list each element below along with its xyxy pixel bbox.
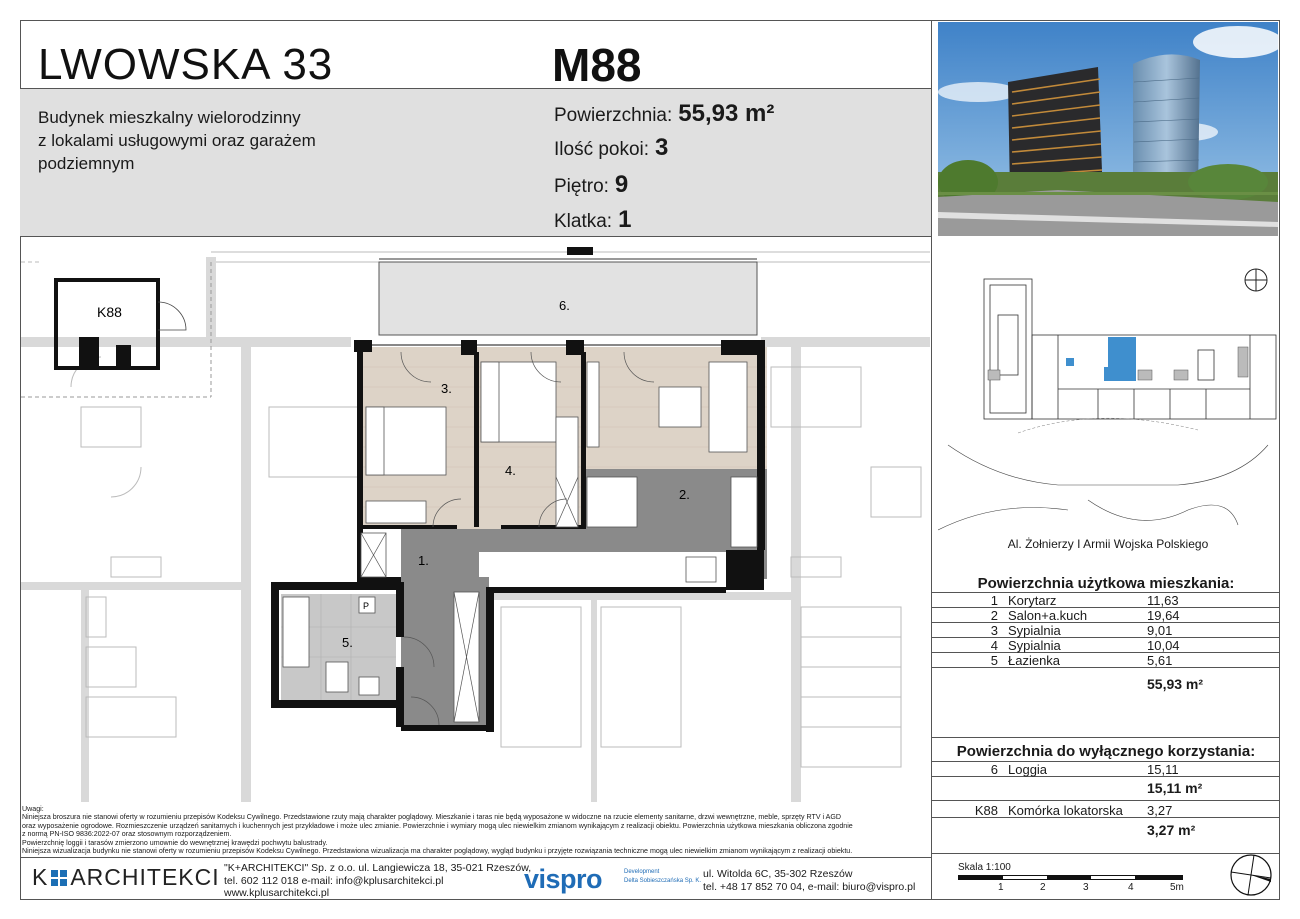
row-label: Sypialnia — [1008, 638, 1061, 653]
site-plan — [938, 255, 1278, 445]
description-line: Budynek mieszkalny wielorodzinny — [38, 108, 301, 127]
spec-label: Piętro: — [554, 176, 609, 197]
disclaimer-notes — [22, 805, 927, 855]
row-number: K88 — [974, 803, 998, 818]
floor-plan — [21, 237, 930, 802]
row-value: 3,27 — [1147, 803, 1173, 818]
room-label: 1. — [418, 553, 429, 568]
exclusive-area-title: Powierzchnia do wyłącznego korzystania: — [956, 743, 1256, 760]
spec-rooms — [554, 134, 668, 162]
table-row — [932, 803, 1280, 818]
storage-label: K88 — [97, 304, 122, 320]
spec-value: 9 — [614, 171, 629, 198]
row-value: 10,04 — [1147, 638, 1180, 653]
north-arrow-icon — [1245, 269, 1267, 291]
spec-area — [554, 100, 774, 128]
table-row — [932, 608, 1280, 623]
contact-line: www.kplusarchitekci.pl — [224, 887, 330, 899]
row-label: Łazienka — [1008, 653, 1061, 668]
spec-value: 55,93 m² — [678, 100, 775, 127]
scale-tick: 3 — [1083, 882, 1089, 893]
usable-total: 55,93 m² — [1147, 676, 1204, 692]
note-line: z normą PN-ISO 9836:2022-07 oraz stosownym rozporządzeniem. — [22, 830, 232, 839]
building-description — [38, 106, 398, 175]
room-label: 5. — [342, 635, 353, 650]
street-name: Al. Żołnierzy I Armii Wojska Polskiego — [1007, 537, 1209, 551]
row-label: Korytarz — [1008, 593, 1057, 608]
divider — [932, 737, 1280, 738]
room-label: 3. — [441, 381, 452, 396]
usable-area-title: Powierzchnia użytkowa mieszkania: — [977, 575, 1235, 592]
building-name: LWOWSKA 33 — [38, 40, 334, 89]
row-value: 11,63 — [1147, 593, 1179, 608]
note-line: Powierzchnię loggii i tarasów zmierzono umownie do wewnętrznej krawędzi pochwytu balustrady. — [22, 838, 328, 847]
contact-line: tel. +48 17 852 70 04, e-mail: biuro@vispro.pl — [703, 880, 916, 893]
fixture-label: P — [363, 601, 370, 611]
row-number: 4 — [990, 638, 998, 653]
spec-label: Klatka: — [554, 211, 613, 232]
contact-line: ul. Witolda 6C, 35-302 Rzeszów — [703, 868, 853, 880]
spec-value: 3 — [655, 134, 669, 161]
logo-mark-icon — [51, 870, 67, 886]
scale-bar — [958, 875, 1183, 880]
row-number: 6 — [990, 762, 998, 777]
contact-line: "K+ARCHITEKCI" Sp. z o.o. ul. Langiewicza 18, 35-021 Rzeszów, — [224, 862, 532, 874]
room-label: 2. — [679, 487, 690, 502]
vispro-contact — [703, 868, 915, 893]
room-label: 6. — [559, 298, 570, 313]
note-line: oraz wyposażenie ogrodowe. Rozmieszczenie urządzeń sanitarnych i kuchennych jest przykładowe i może ulec zmianie. Powierzchnie i wymiary mogą ulec niewielkim zmianom wynikającym z realizacji obiektu. Powierzchnia użytkowa mieszkania obliczona zgodnie — [22, 821, 853, 830]
spec-label: Powierzchnia: — [554, 105, 673, 126]
vispro-logo: vispro — [524, 864, 603, 894]
table-row — [932, 638, 1280, 653]
divider — [20, 857, 931, 858]
contact-line: tel. 602 112 018 e-mail: info@kplusarchitekci.pl — [224, 874, 444, 887]
row-label: Komórka lokatorska — [1008, 803, 1123, 818]
room-label: 4. — [505, 463, 516, 478]
logo-text: K — [32, 864, 49, 890]
scale-tick: 2 — [1040, 882, 1046, 893]
description-line: podziemnym — [38, 154, 135, 173]
table-row — [932, 623, 1280, 638]
storage-total: 3,27 m² — [1147, 822, 1196, 838]
table-row — [932, 593, 1280, 608]
row-label: Sypialnia — [1008, 623, 1061, 638]
table-row — [932, 762, 1280, 777]
scale-tick: 4 — [1128, 882, 1134, 893]
spec-label: Ilość pokoi: — [554, 139, 650, 160]
note-line: Uwagi: — [22, 805, 44, 813]
kplus-contact — [224, 862, 531, 900]
note-line: Niniejsza broszura nie stanowi oferty w rozumieniu przepisów Kodeksu Cywilnego. Przedstawione rzuty mają charakter poglądowy. Mieszkanie i taras nie będą wyposażone w widoczne na rzucie elementy sanitarne, drzwi wewnętrzne, meble, sprzęty RTV i AGD — [22, 813, 842, 822]
scale-tick: 5m — [1170, 882, 1184, 893]
scale-tick: 1 — [998, 882, 1004, 893]
row-label: Salon+a.kuch — [1008, 608, 1088, 623]
spec-value: 1 — [618, 206, 632, 233]
row-value: 15,11 — [1147, 762, 1179, 777]
loggia-total: 15,11 m² — [1147, 780, 1203, 796]
vispro-tagline — [624, 868, 701, 886]
building-visualization — [938, 22, 1278, 236]
row-number: 1 — [990, 593, 998, 608]
compass-icon — [1228, 852, 1274, 898]
spec-floor — [554, 171, 628, 199]
description-line: z lokalami usługowymi oraz garażem — [38, 131, 316, 150]
row-value: 9,01 — [1147, 623, 1173, 638]
tagline-line: Development — [624, 869, 660, 875]
row-value: 19,64 — [1147, 608, 1180, 623]
note-line: Niniejsza wizualizacja budynku nie stanowi oferty w rozumieniu przepisów Kodeksu Cywilnego. Przedstawiona wizualizacja ma charakter poglądowy, wygląd budynku i przyjęte rozwiązania techniczne mogą ulec niewielkim zmianom wynikającym z realizacji obiektu. — [22, 847, 853, 856]
row-number: 5 — [990, 653, 998, 668]
unit-number: M88 — [552, 39, 642, 91]
row-number: 3 — [990, 623, 998, 638]
street-sketch — [938, 440, 1278, 535]
scale-label: Skala 1:100 — [958, 862, 1011, 873]
logo-text: ARCHITEKCI — [70, 864, 220, 890]
spec-stair — [554, 206, 631, 234]
row-number: 2 — [990, 608, 998, 623]
row-value: 5,61 — [1147, 653, 1173, 668]
tagline-line: Delta Sobieszczańska Sp. K. — [624, 878, 702, 884]
kplus-logo — [32, 864, 220, 891]
divider — [932, 800, 1280, 801]
table-row — [932, 653, 1280, 668]
row-label: Loggia — [1008, 762, 1048, 777]
unit-highlight — [1108, 337, 1136, 381]
